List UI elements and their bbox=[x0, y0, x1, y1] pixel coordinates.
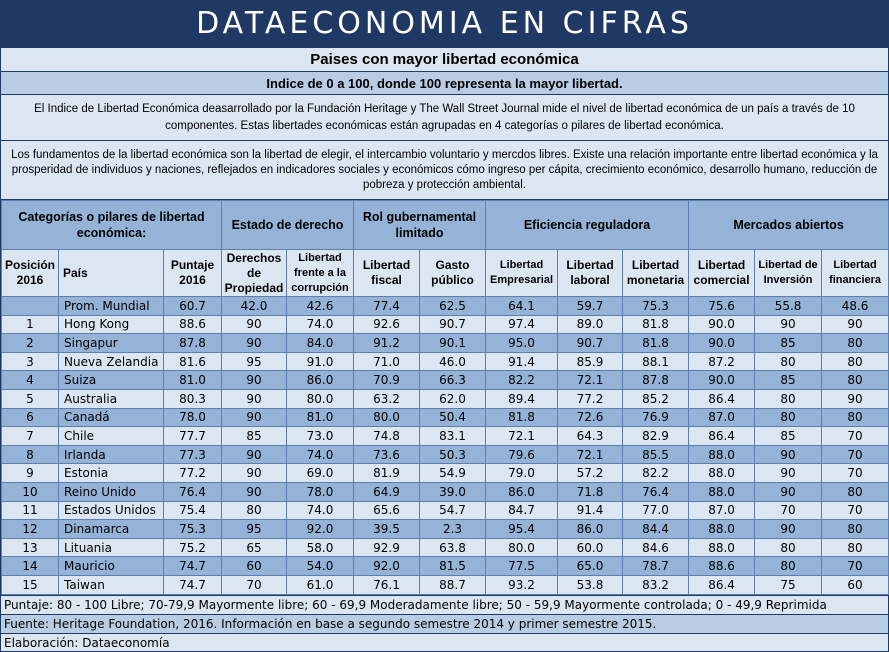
value-cell: 92.9 bbox=[354, 538, 420, 557]
value-cell: 62.0 bbox=[420, 389, 486, 408]
value-cell: 88.1 bbox=[623, 352, 689, 371]
value-cell: 80 bbox=[755, 352, 822, 371]
value-cell: 83.2 bbox=[623, 575, 689, 594]
value-cell: 70 bbox=[822, 501, 889, 520]
position-cell: 10 bbox=[2, 482, 59, 501]
value-cell: 88.6 bbox=[689, 557, 755, 576]
col-score: Puntaje 2016 bbox=[164, 250, 222, 297]
value-cell: 90.0 bbox=[689, 371, 755, 390]
value-cell: 81.6 bbox=[164, 352, 222, 371]
value-cell: 76.4 bbox=[164, 482, 222, 501]
value-cell: 76.9 bbox=[623, 408, 689, 427]
value-cell: 80 bbox=[822, 520, 889, 539]
category-rule-of-law: Estado de derecho bbox=[222, 201, 354, 250]
column-header-row bbox=[2, 250, 889, 297]
value-cell: 73.0 bbox=[287, 427, 354, 446]
value-cell: 90 bbox=[222, 482, 287, 501]
value-cell: 89.4 bbox=[486, 389, 558, 408]
value-cell: 90 bbox=[222, 371, 287, 390]
category-regulatory: Eficiencia reguladora bbox=[486, 201, 689, 250]
value-cell: 90 bbox=[222, 315, 287, 334]
value-cell: 90 bbox=[222, 334, 287, 353]
country-cell: Prom. Mundial bbox=[59, 297, 164, 316]
table-row bbox=[2, 315, 889, 334]
position-cell: 9 bbox=[2, 464, 59, 483]
value-cell: 80 bbox=[755, 557, 822, 576]
col-spending: Gasto público bbox=[420, 250, 486, 297]
country-cell: Mauricio bbox=[59, 557, 164, 576]
value-cell: 77.2 bbox=[558, 389, 623, 408]
position-cell: 6 bbox=[2, 408, 59, 427]
value-cell: 80 bbox=[822, 334, 889, 353]
category-government: Rol gubernamental limitado bbox=[354, 201, 486, 250]
value-cell: 42.0 bbox=[222, 297, 287, 316]
table-body bbox=[2, 297, 889, 595]
country-cell: Estonia bbox=[59, 464, 164, 483]
value-cell: 77.3 bbox=[164, 445, 222, 464]
value-cell: 80.0 bbox=[287, 389, 354, 408]
col-labor: Libertad laboral bbox=[558, 250, 623, 297]
category-markets: Mercados abiertos bbox=[689, 201, 889, 250]
value-cell: 86.4 bbox=[689, 389, 755, 408]
value-cell: 64.9 bbox=[354, 482, 420, 501]
col-business: Libertad Empresarial bbox=[486, 250, 558, 297]
value-cell: 60.7 bbox=[164, 297, 222, 316]
table-row bbox=[2, 334, 889, 353]
value-cell: 77.5 bbox=[486, 557, 558, 576]
value-cell: 90 bbox=[222, 464, 287, 483]
col-financial: Libertad financiera bbox=[822, 250, 889, 297]
value-cell: 75 bbox=[755, 575, 822, 594]
category-header-row bbox=[2, 201, 889, 250]
value-cell: 69.0 bbox=[287, 464, 354, 483]
country-cell: Suiza bbox=[59, 371, 164, 390]
value-cell: 81.5 bbox=[420, 557, 486, 576]
value-cell: 76.4 bbox=[623, 482, 689, 501]
value-cell: 76.1 bbox=[354, 575, 420, 594]
value-cell: 59.7 bbox=[558, 297, 623, 316]
value-cell: 81.0 bbox=[164, 371, 222, 390]
value-cell: 70 bbox=[822, 557, 889, 576]
value-cell: 77.2 bbox=[164, 464, 222, 483]
value-cell: 88.0 bbox=[689, 445, 755, 464]
value-cell: 84.4 bbox=[623, 520, 689, 539]
value-cell: 74.0 bbox=[287, 315, 354, 334]
table-row bbox=[2, 408, 889, 427]
value-cell: 90 bbox=[755, 520, 822, 539]
value-cell: 70 bbox=[755, 501, 822, 520]
value-cell: 79.6 bbox=[486, 445, 558, 464]
value-cell: 70.9 bbox=[354, 371, 420, 390]
country-cell: Lituania bbox=[59, 538, 164, 557]
value-cell: 86.0 bbox=[287, 371, 354, 390]
value-cell: 70 bbox=[822, 464, 889, 483]
value-cell: 77.7 bbox=[164, 427, 222, 446]
value-cell: 90.7 bbox=[420, 315, 486, 334]
position-cell: 4 bbox=[2, 371, 59, 390]
value-cell: 80 bbox=[822, 482, 889, 501]
value-cell: 57.2 bbox=[558, 464, 623, 483]
value-cell: 92.6 bbox=[354, 315, 420, 334]
country-cell: Hong Kong bbox=[59, 315, 164, 334]
value-cell: 60 bbox=[222, 557, 287, 576]
value-cell: 62.5 bbox=[420, 297, 486, 316]
value-cell: 84.0 bbox=[287, 334, 354, 353]
position-cell: 3 bbox=[2, 352, 59, 371]
value-cell: 80 bbox=[755, 538, 822, 557]
value-cell: 84.6 bbox=[623, 538, 689, 557]
value-cell: 80 bbox=[222, 501, 287, 520]
col-trade: Libertad comercial bbox=[689, 250, 755, 297]
value-cell: 74.0 bbox=[287, 445, 354, 464]
value-cell: 71.0 bbox=[354, 352, 420, 371]
value-cell: 85 bbox=[755, 371, 822, 390]
value-cell: 88.0 bbox=[689, 482, 755, 501]
col-position: Posición 2016 bbox=[2, 250, 59, 297]
value-cell: 46.0 bbox=[420, 352, 486, 371]
value-cell: 95 bbox=[222, 352, 287, 371]
value-cell: 80.3 bbox=[164, 389, 222, 408]
value-cell: 97.4 bbox=[486, 315, 558, 334]
value-cell: 80 bbox=[755, 389, 822, 408]
value-cell: 79.0 bbox=[486, 464, 558, 483]
position-cell bbox=[2, 297, 59, 316]
value-cell: 95 bbox=[222, 520, 287, 539]
value-cell: 87.8 bbox=[164, 334, 222, 353]
table-row bbox=[2, 427, 889, 446]
value-cell: 60 bbox=[822, 575, 889, 594]
value-cell: 75.6 bbox=[689, 297, 755, 316]
value-cell: 55.8 bbox=[755, 297, 822, 316]
value-cell: 90 bbox=[822, 389, 889, 408]
col-monetary: Libertad monetaria bbox=[623, 250, 689, 297]
table-row bbox=[2, 482, 889, 501]
value-cell: 53.8 bbox=[558, 575, 623, 594]
value-cell: 80 bbox=[755, 408, 822, 427]
value-cell: 70 bbox=[222, 575, 287, 594]
value-cell: 75.4 bbox=[164, 501, 222, 520]
value-cell: 88.6 bbox=[164, 315, 222, 334]
value-cell: 91.2 bbox=[354, 334, 420, 353]
value-cell: 91.4 bbox=[486, 352, 558, 371]
value-cell: 74.0 bbox=[287, 501, 354, 520]
value-cell: 85 bbox=[755, 334, 822, 353]
value-cell: 54.0 bbox=[287, 557, 354, 576]
value-cell: 64.3 bbox=[558, 427, 623, 446]
value-cell: 83.1 bbox=[420, 427, 486, 446]
table-row bbox=[2, 352, 889, 371]
country-cell: Australia bbox=[59, 389, 164, 408]
country-cell: Reino Unido bbox=[59, 482, 164, 501]
index-note: Indice de 0 a 100, donde 100 representa la mayor libertad. bbox=[1, 72, 888, 94]
value-cell: 87.8 bbox=[623, 371, 689, 390]
value-cell: 65.6 bbox=[354, 501, 420, 520]
value-cell: 65 bbox=[222, 538, 287, 557]
value-cell: 82.2 bbox=[623, 464, 689, 483]
description-1: El Indice de Libertad Económica deasarrollado por la Fundación Heritage y The Wall Street Journal mide el nivel de libertad económica de un país a través de 10 componentes. Estas libertades económicas están agrupadas en 4 categorías o pilares de libertad económica. bbox=[1, 95, 888, 140]
value-cell: 90 bbox=[755, 464, 822, 483]
col-corruption: Libertad frente a la corrupción bbox=[287, 250, 354, 297]
position-cell: 13 bbox=[2, 538, 59, 557]
value-cell: 77.0 bbox=[623, 501, 689, 520]
subtitle: Paises con mayor libertad económica bbox=[1, 48, 888, 71]
col-fiscal: Libertad fiscal bbox=[354, 250, 420, 297]
value-cell: 70 bbox=[822, 427, 889, 446]
value-cell: 90 bbox=[222, 445, 287, 464]
table-row bbox=[2, 445, 889, 464]
freedom-table bbox=[1, 200, 889, 595]
value-cell: 82.2 bbox=[486, 371, 558, 390]
value-cell: 90 bbox=[755, 315, 822, 334]
value-cell: 86.0 bbox=[486, 482, 558, 501]
value-cell: 75.3 bbox=[623, 297, 689, 316]
value-cell: 88.0 bbox=[689, 538, 755, 557]
country-cell: Chile bbox=[59, 427, 164, 446]
value-cell: 74.8 bbox=[354, 427, 420, 446]
value-cell: 85 bbox=[222, 427, 287, 446]
col-country: País bbox=[59, 250, 164, 297]
value-cell: 95.0 bbox=[486, 334, 558, 353]
table-row bbox=[2, 371, 889, 390]
footer-source: Fuente: Heritage Foundation, 2016. Información en base a segundo semestre 2014 y primer semestre 2015. bbox=[1, 615, 888, 633]
value-cell: 71.8 bbox=[558, 482, 623, 501]
position-cell: 2 bbox=[2, 334, 59, 353]
value-cell: 91.4 bbox=[558, 501, 623, 520]
value-cell: 72.1 bbox=[486, 427, 558, 446]
table-row bbox=[2, 389, 889, 408]
value-cell: 80.0 bbox=[486, 538, 558, 557]
value-cell: 63.2 bbox=[354, 389, 420, 408]
value-cell: 42.6 bbox=[287, 297, 354, 316]
value-cell: 74.7 bbox=[164, 575, 222, 594]
value-cell: 2.3 bbox=[420, 520, 486, 539]
value-cell: 90 bbox=[755, 482, 822, 501]
value-cell: 75.2 bbox=[164, 538, 222, 557]
value-cell: 85 bbox=[755, 427, 822, 446]
description-2: Los fundamentos de la libertad económica son la libertad de elegir, el intercambio voluntario y mercdos libres. Existe una relación importante entre libertad económica y la prosperidad de individuos y naciones, reflejados en indicadores sociales y económicos cómo ingreso per cápita, crecimiento económico, desarrollo humano, reducción de pobreza y protección ambiental. bbox=[1, 141, 888, 199]
footer-credit: Elaboración: Dataeconomía bbox=[1, 634, 888, 651]
value-cell: 89.0 bbox=[558, 315, 623, 334]
table-row bbox=[2, 557, 889, 576]
value-cell: 87.2 bbox=[689, 352, 755, 371]
col-investment: Libertad de Inversión bbox=[755, 250, 822, 297]
value-cell: 54.7 bbox=[420, 501, 486, 520]
value-cell: 75.3 bbox=[164, 520, 222, 539]
value-cell: 73.6 bbox=[354, 445, 420, 464]
table-row bbox=[2, 575, 889, 594]
value-cell: 78.0 bbox=[287, 482, 354, 501]
value-cell: 81.0 bbox=[287, 408, 354, 427]
country-cell: Canadá bbox=[59, 408, 164, 427]
value-cell: 72.6 bbox=[558, 408, 623, 427]
country-cell: Nueva Zelandia bbox=[59, 352, 164, 371]
value-cell: 93.2 bbox=[486, 575, 558, 594]
country-cell: Estados Unidos bbox=[59, 501, 164, 520]
value-cell: 86.4 bbox=[689, 427, 755, 446]
value-cell: 85.5 bbox=[623, 445, 689, 464]
value-cell: 70 bbox=[822, 445, 889, 464]
position-cell: 15 bbox=[2, 575, 59, 594]
value-cell: 92.0 bbox=[354, 557, 420, 576]
value-cell: 50.4 bbox=[420, 408, 486, 427]
value-cell: 91.0 bbox=[287, 352, 354, 371]
category-pillars: Categorías o pilares de libertad económica: bbox=[2, 201, 222, 250]
position-cell: 1 bbox=[2, 315, 59, 334]
value-cell: 39.5 bbox=[354, 520, 420, 539]
value-cell: 82.9 bbox=[623, 427, 689, 446]
value-cell: 65.0 bbox=[558, 557, 623, 576]
table-row bbox=[2, 501, 889, 520]
value-cell: 90.1 bbox=[420, 334, 486, 353]
country-cell: Singapur bbox=[59, 334, 164, 353]
value-cell: 80 bbox=[822, 371, 889, 390]
value-cell: 74.7 bbox=[164, 557, 222, 576]
value-cell: 77.4 bbox=[354, 297, 420, 316]
country-cell: Taiwan bbox=[59, 575, 164, 594]
value-cell: 86.0 bbox=[558, 520, 623, 539]
position-cell: 14 bbox=[2, 557, 59, 576]
position-cell: 12 bbox=[2, 520, 59, 539]
value-cell: 60.0 bbox=[558, 538, 623, 557]
value-cell: 81.8 bbox=[623, 334, 689, 353]
col-property: Derechos de Propiedad bbox=[222, 250, 287, 297]
value-cell: 84.7 bbox=[486, 501, 558, 520]
banner-title: DATAECONOMIA EN CIFRAS bbox=[196, 6, 693, 41]
value-cell: 92.0 bbox=[287, 520, 354, 539]
value-cell: 63.8 bbox=[420, 538, 486, 557]
value-cell: 58.0 bbox=[287, 538, 354, 557]
value-cell: 81.9 bbox=[354, 464, 420, 483]
table-row bbox=[2, 464, 889, 483]
footer-scale: Puntaje: 80 - 100 Libre; 70-79,9 Mayormente libre; 60 - 69,9 Moderadamente libre; 50 - 59,9 Mayormente controlada; 0 - 49,9 Reprimida bbox=[1, 596, 888, 614]
value-cell: 78.0 bbox=[164, 408, 222, 427]
value-cell: 87.0 bbox=[689, 408, 755, 427]
value-cell: 64.1 bbox=[486, 297, 558, 316]
value-cell: 90.0 bbox=[689, 334, 755, 353]
value-cell: 90 bbox=[822, 315, 889, 334]
value-cell: 85.9 bbox=[558, 352, 623, 371]
value-cell: 90 bbox=[222, 408, 287, 427]
position-cell: 5 bbox=[2, 389, 59, 408]
value-cell: 88.7 bbox=[420, 575, 486, 594]
value-cell: 80 bbox=[822, 538, 889, 557]
value-cell: 85.2 bbox=[623, 389, 689, 408]
value-cell: 81.8 bbox=[623, 315, 689, 334]
value-cell: 39.0 bbox=[420, 482, 486, 501]
position-cell: 7 bbox=[2, 427, 59, 446]
country-cell: Dinamarca bbox=[59, 520, 164, 539]
value-cell: 50.3 bbox=[420, 445, 486, 464]
value-cell: 72.1 bbox=[558, 371, 623, 390]
value-cell: 90.7 bbox=[558, 334, 623, 353]
value-cell: 78.7 bbox=[623, 557, 689, 576]
value-cell: 48.6 bbox=[822, 297, 889, 316]
value-cell: 88.0 bbox=[689, 464, 755, 483]
table-row bbox=[2, 297, 889, 316]
value-cell: 80 bbox=[822, 408, 889, 427]
value-cell: 86.4 bbox=[689, 575, 755, 594]
value-cell: 87.0 bbox=[689, 501, 755, 520]
value-cell: 72.1 bbox=[558, 445, 623, 464]
value-cell: 90.0 bbox=[689, 315, 755, 334]
value-cell: 81.8 bbox=[486, 408, 558, 427]
value-cell: 90 bbox=[222, 389, 287, 408]
value-cell: 61.0 bbox=[287, 575, 354, 594]
position-cell: 8 bbox=[2, 445, 59, 464]
position-cell: 11 bbox=[2, 501, 59, 520]
value-cell: 88.0 bbox=[689, 520, 755, 539]
table-row bbox=[2, 520, 889, 539]
value-cell: 90 bbox=[755, 445, 822, 464]
value-cell: 80.0 bbox=[354, 408, 420, 427]
value-cell: 54.9 bbox=[420, 464, 486, 483]
country-cell: Irlanda bbox=[59, 445, 164, 464]
value-cell: 66.3 bbox=[420, 371, 486, 390]
value-cell: 80 bbox=[822, 352, 889, 371]
value-cell: 95.4 bbox=[486, 520, 558, 539]
table-row bbox=[2, 538, 889, 557]
